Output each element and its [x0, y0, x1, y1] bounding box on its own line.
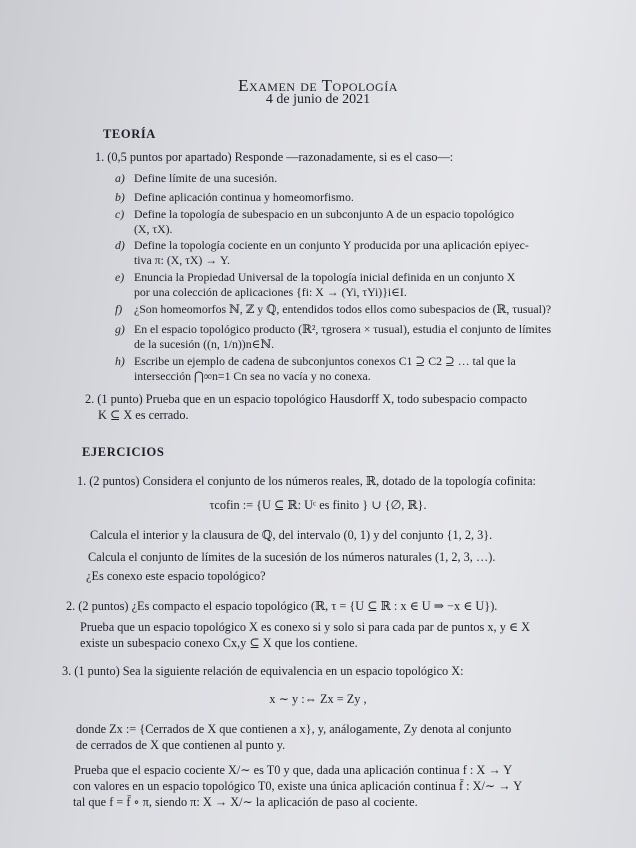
item-label: e)	[115, 270, 125, 284]
item-label: b)	[115, 190, 125, 204]
item-text: Define la topología de subespacio en un subconjunto A de un espacio topológico	[134, 207, 515, 221]
item-text: (X, τX).	[134, 222, 173, 236]
ejercicio-2-line: existe un subespacio conexo Cx,y ⊆ X que los contiene.	[80, 636, 358, 650]
ejercicio-1-line: Calcula el interior y la clausura de ℚ, del intervalo (0, 1) y del conjunto {1, 2, 3}.	[90, 528, 493, 542]
ejercicio-3-proof-line: Prueba que el espacio cociente X/∼ es T0 y que, dada una aplicación continua f : X → Y	[74, 763, 513, 777]
item-text: En el espacio topológico producto (ℝ², τgrosera × τusual), estudia el conjunto de límites	[134, 322, 552, 336]
ejercicio-1-line: Calcula el conjunto de límites de la sucesión de los números naturales (1, 2, 3, …).	[88, 550, 496, 564]
ejercicio-2-intro: 2. (2 puntos) ¿Es compacto el espacio topológico (ℝ, τ = {U ⊆ ℝ : x ∈ U ⇒ −x ∈ U}).	[66, 599, 498, 613]
item-label: a)	[115, 171, 125, 185]
ejercicio-3-formula: x ∼ y :⇔ Zx = Zy ,	[269, 692, 367, 706]
ejercicio-1-formula: τcofin := {U ⊆ ℝ: Uᶜ es finito } ∪ {∅, ℝ}.	[209, 498, 427, 512]
item-text: Enuncia la Propiedad Universal de la topología inicial definida en un conjunto X	[134, 270, 516, 284]
item-label: c)	[115, 207, 125, 221]
item-text: de la sucesión ((n, 1/n))n∈ℕ.	[134, 337, 275, 351]
item-text: ¿Son homeomorfos ℕ, ℤ y ℚ, entendidos todos ellos como subespacios de (ℝ, τusual)?	[134, 302, 552, 316]
item-label: g)	[115, 322, 125, 336]
teoria-q2-line: K ⊆ X es cerrado.	[98, 408, 189, 422]
item-text: Define aplicación continua y homeomorfismo.	[134, 190, 354, 204]
item-text: intersección ⋂∞n=1 Cn sea no vacía y no conexa.	[134, 369, 371, 383]
item-text: Escribe un ejemplo de cadena de subconjuntos conexos C1 ⊇ C2 ⊇ … tal que la	[134, 354, 516, 368]
exam-title: Examen de Topología	[238, 76, 398, 95]
item-label: d)	[115, 238, 125, 252]
item-label: h)	[115, 354, 125, 368]
ejercicio-3-proof-line: tal que f = f̄ ∘ π, siendo π: X → X/∼ la aplicación de paso al cociente.	[73, 795, 418, 809]
section-heading-teoria: TEORÍA	[103, 127, 156, 141]
item-text: Define la topología cociente en un conjunto Y producida por una aplicación epiyec-	[134, 238, 529, 252]
ejercicio-1-intro: 1. (2 puntos) Considera el conjunto de los números reales, ℝ, dotado de la topología cofinita:	[77, 474, 536, 488]
teoria-q1-intro: 1. (0,5 puntos por apartado) Responde —razonadamente, si es el caso—:	[95, 150, 454, 164]
item-text: tiva π: (X, τX) → Y.	[134, 253, 230, 267]
ejercicio-3-proof-line: con valores en un espacio topológico T0, existe una única aplicación continua f̄ : X/∼ → Y	[73, 779, 523, 793]
ejercicio-3-line: de cerrados de X que contienen al punto y.	[76, 738, 286, 752]
item-text: por una colección de aplicaciones {fi: X → (Yi, τYi)}i∈I.	[134, 285, 407, 299]
ejercicio-1-line: ¿Es conexo este espacio topológico?	[86, 569, 266, 583]
exam-date: 4 de junio de 2021	[265, 92, 371, 107]
ejercicio-3-line: donde Zx := {Cerrados de X que contienen a x}, y, análogamente, Zy denota al conjunto	[76, 722, 512, 736]
item-text: Define límite de una sucesión.	[134, 171, 278, 185]
section-heading-ejercicios: EJERCICIOS	[82, 445, 165, 459]
item-label: f)	[115, 302, 123, 316]
teoria-q2-line: 2. (1 punto) Prueba que en un espacio topológico Hausdorff X, todo subespacio compacto	[85, 392, 528, 406]
ejercicio-2-line: Prueba que un espacio topológico X es conexo si y solo si para cada par de puntos x, y ∈ X	[80, 620, 530, 634]
ejercicio-3-intro: 3. (1 punto) Sea la siguiente relación de equivalencia en un espacio topológico X:	[62, 664, 464, 678]
